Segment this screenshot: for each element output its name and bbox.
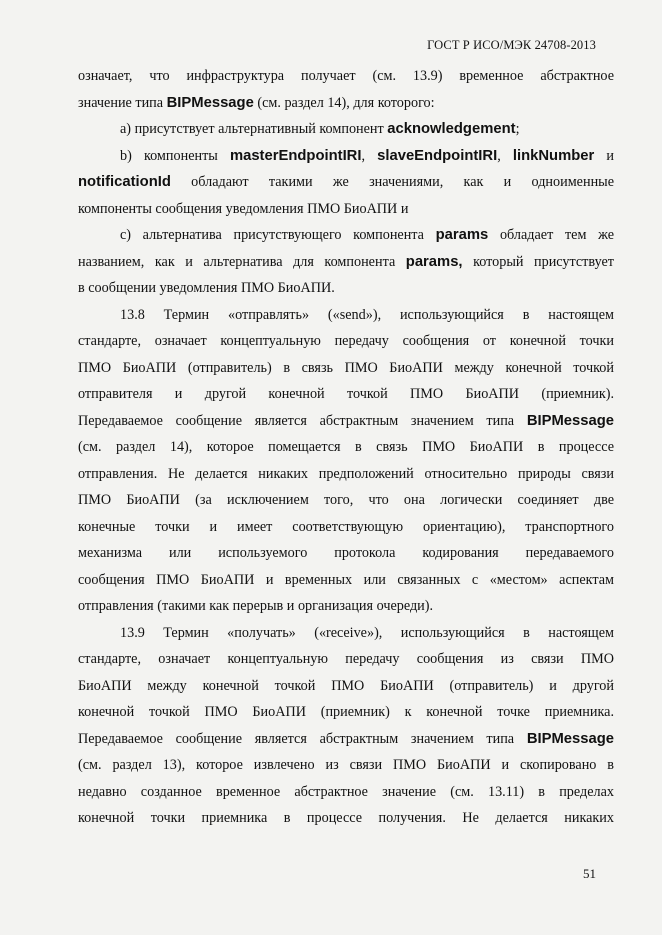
text-line: notificationId обладают такими же значениями, как и одноименные [78,174,614,190]
text-line: стандарте, означает концептуальную передачу сообщения из связи ПМО [78,651,614,667]
text-line: ПМО БиоАПИ (отправитель) в связь ПМО БиоАПИ между конечной точкой [78,359,614,376]
text-line: конечной точкой ПМО БиоАПИ (приемник) к конечной точке приемника. [78,704,614,720]
text-line: Передаваемое сообщение является абстрактным значением типа BIPMessage [78,730,614,747]
component-name: acknowledgement [387,121,516,137]
text-line: Передаваемое сообщение является абстрактным значением типа BIPMessage [78,412,614,429]
text-line: (см. раздел 14), которое помещается в связь ПМО БиоАПИ в процессе [78,439,614,455]
component-name: notificationId [78,174,171,190]
document-body [78,63,614,832]
text-line: конечной точки приемника в процессе получения. Не делается никаких [78,810,614,826]
clause-13-8: 13.8 Термин «отправлять» («send»), использующийся в настоящем [120,306,614,323]
clause-13-9: 13.9 Термин «получать» («receive»), использующийся в настоящем [120,624,614,641]
text-line: отправления (такими как перерыв и организация очереди). [78,598,434,614]
text-line: недавно созданное временное абстрактное значение (см. 13.11) в пределах [78,783,614,800]
text-line: отправителя и другой конечной точкой ПМО БиоАПИ (приемник). [78,386,614,402]
type-name: BIPMessage [526,730,614,747]
standard-header: ГОСТ Р ИСО/МЭК 24708-2013 [427,38,596,52]
text-line: стандарте, означает концептуальную передачу сообщения от конечной точки [78,333,614,349]
list-item-c: c) альтернатива присутствующего компонента params обладает тем же [120,227,614,243]
text-line: конечные точки и имеет соответствующую ориентацию), транспортного [78,518,614,535]
list-item-b: b) компоненты masterEndpointIRI, slaveEndpointIRI, linkNumber и [120,147,614,164]
component-name: slaveEndpointIRI [377,147,498,164]
component-name: params [435,227,489,243]
text-line: механизма или используемого протокола кодирования передаваемого [78,545,614,561]
component-name: linkNumber [512,147,595,164]
text-line: компоненты сообщения уведомления ПМО БиоАПИ и [78,200,409,217]
component-name: params, [405,253,463,270]
text-line: в сообщении уведомления ПМО БиоАПИ. [78,280,335,296]
text-line: сообщения ПМО БиоАПИ и временных или связанных с «местом» аспектам [78,571,614,588]
type-name: BIPMessage [526,412,614,429]
component-name: masterEndpointIRI [229,147,362,164]
text-line: отправления. Не делается никаких предположений относительно природы связи [78,465,614,482]
text-line: значение типа BIPMessage (см. раздел 14), для которого: [78,94,435,111]
type-name: BIPMessage [166,94,254,111]
text-line: (см. раздел 13), которое извлечено из связи ПМО БиоАПИ и скопировано в [78,757,614,773]
text-line: ПМО БиоАПИ (за исключением того, что она логически соединяет две [78,492,614,508]
page-number: 51 [583,866,596,881]
text-line: означает, что инфраструктура получает (см. 13.9) временное абстрактное [78,68,614,84]
text-line: названием, как и альтернатива для компонента params, который присутствует [78,253,614,270]
text-line: БиоАПИ между конечной точкой ПМО БиоАПИ (отправитель) и другой [78,677,614,694]
list-item-a: а) присутствует альтернативный компонент acknowledgement; [120,121,520,137]
